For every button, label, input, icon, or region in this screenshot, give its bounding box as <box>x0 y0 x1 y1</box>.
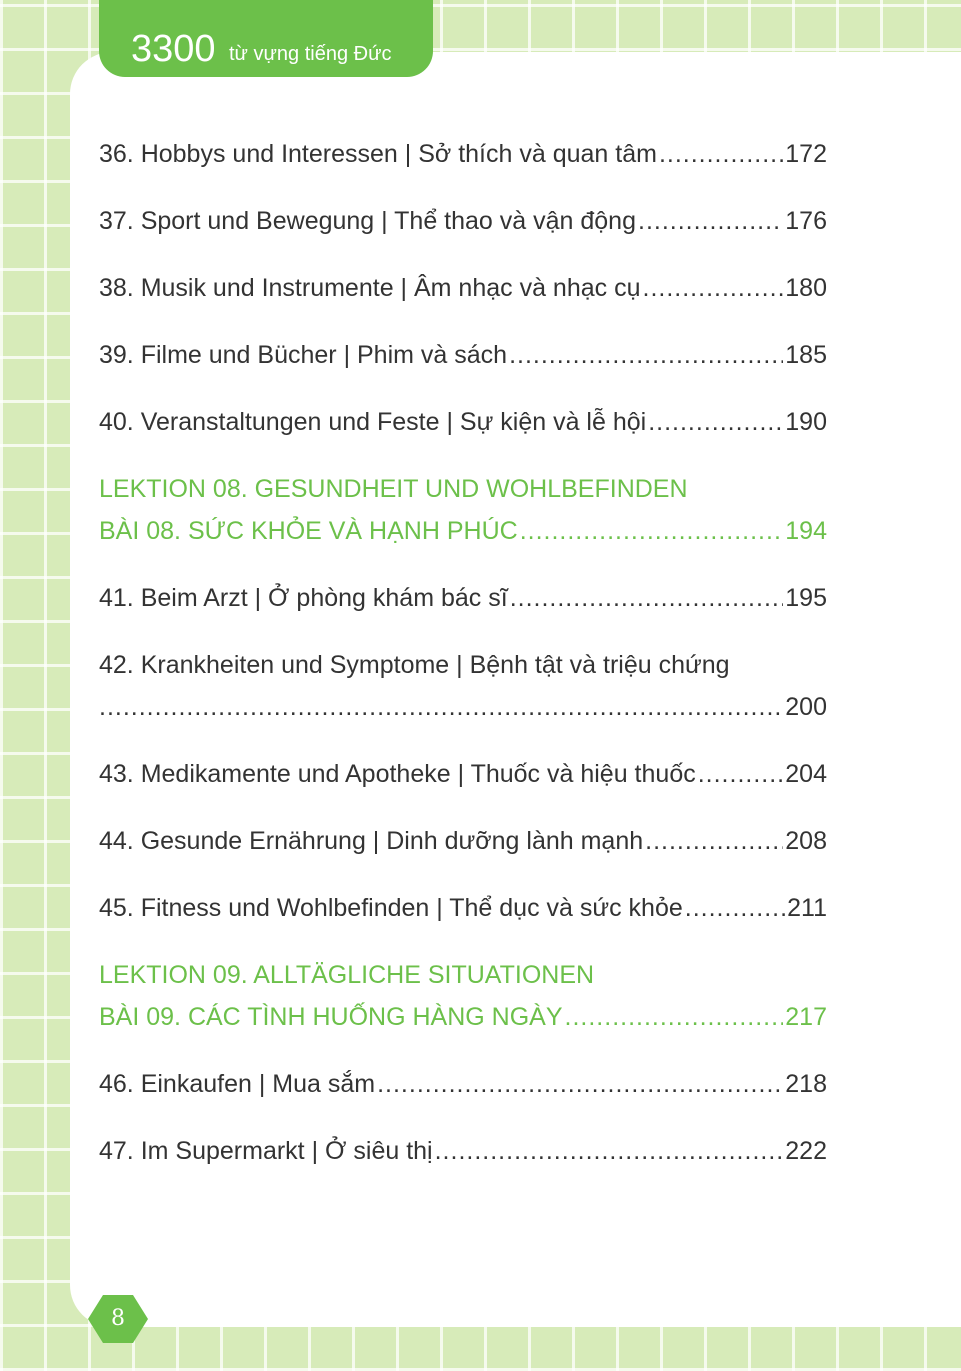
toc-dot-leader <box>99 690 783 724</box>
toc-entry-42-title[interactable]: 42. Krankheiten und Symptome | Bệnh tật và triệu chứng <box>99 651 730 679</box>
toc-dot-leader <box>565 1000 784 1034</box>
header-book-number: 3300 <box>131 28 216 70</box>
toc-entry-title: 43. Medikamente und Apotheke | Thuốc và hiệu thuốc <box>99 760 696 788</box>
toc-entry-page: 204 <box>785 760 827 788</box>
toc-entry-page: 176 <box>785 207 827 235</box>
lesson-page: 217 <box>785 1003 827 1031</box>
toc-entry-title: 41. Beim Arzt | Ở phòng khám bác sĩ <box>99 584 508 612</box>
lesson-08-title-de: LEKTION 08. GESUNDHEIT UND WOHLBEFINDEN <box>99 475 688 503</box>
header-book-subtitle: từ vựng tiếng Đức <box>229 43 392 65</box>
toc-entry-title: 39. Filme und Bücher | Phim và sách <box>99 341 508 369</box>
toc-dot-leader <box>645 824 783 858</box>
toc-entry-page: 185 <box>785 341 827 369</box>
toc-entry-page: 208 <box>785 827 827 855</box>
lesson-09-title-de: LEKTION 09. ALLTÄGLICHE SITUATIONEN <box>99 961 595 989</box>
toc-entry-title: 36. Hobbys und Interessen | Sở thích và quan tâm <box>99 140 657 168</box>
toc-entry-47[interactable] <box>99 1134 827 1168</box>
toc-entry-page: 218 <box>785 1070 827 1098</box>
toc-entry-page: 211 <box>787 894 827 922</box>
toc-entry-40[interactable] <box>99 405 827 439</box>
toc-entry-43[interactable] <box>99 757 827 791</box>
toc-dot-leader <box>643 271 784 305</box>
lesson-title-vi: BÀI 08. SỨC KHỎE VÀ HẠNH PHÚC <box>99 517 518 545</box>
lesson-08-entry[interactable] <box>99 514 827 548</box>
toc-entry-38[interactable] <box>99 271 827 305</box>
toc-entry-45[interactable] <box>99 891 827 925</box>
toc-entry-title: 47. Im Supermarkt | Ở siêu thị <box>99 1137 433 1165</box>
toc-entry-page: 200 <box>785 693 827 721</box>
toc-dot-leader <box>509 338 783 372</box>
toc-entry-title: 38. Musik und Instrumente | Âm nhạc và nhạc cụ <box>99 274 641 302</box>
toc-dot-leader <box>659 137 783 171</box>
toc-entry-page: 180 <box>785 274 827 302</box>
toc-entry-41[interactable] <box>99 581 827 615</box>
toc-entry-title: 46. Einkaufen | Mua sắm <box>99 1070 376 1098</box>
toc-entry-page: 195 <box>785 584 827 612</box>
toc-dot-leader <box>510 581 784 615</box>
toc-dot-leader <box>685 891 785 925</box>
toc-dot-leader <box>377 1067 783 1101</box>
toc-entry-page: 172 <box>785 140 827 168</box>
toc-entry-37[interactable] <box>99 204 827 238</box>
lesson-09-entry[interactable] <box>99 1000 827 1034</box>
page-number: 8 <box>111 1306 125 1331</box>
toc-entry-title: 37. Sport und Bewegung | Thể thao và vận động <box>99 207 636 235</box>
toc-dot-leader <box>435 1134 784 1168</box>
toc-dot-leader <box>648 405 783 439</box>
toc-entry-44[interactable] <box>99 824 827 858</box>
toc-dot-leader <box>638 204 783 238</box>
lesson-page: 194 <box>785 517 827 545</box>
toc-entry-42[interactable] <box>99 690 827 724</box>
toc-entry-title: 40. Veranstaltungen und Feste | Sự kiện và lễ hội <box>99 408 647 436</box>
toc-dot-leader <box>698 757 784 791</box>
toc-entry-page: 222 <box>785 1137 827 1165</box>
toc-entry-36[interactable] <box>99 137 827 171</box>
toc-dot-leader <box>520 514 784 548</box>
toc-entry-page: 190 <box>785 408 827 436</box>
toc-entry-46[interactable] <box>99 1067 827 1101</box>
toc-entry-title: 44. Gesunde Ernährung | Dinh dưỡng lành mạnh <box>99 827 644 855</box>
toc-entry-39[interactable] <box>99 338 827 372</box>
toc-entry-title: 45. Fitness und Wohlbefinden | Thể dục và sức khỏe <box>99 894 683 922</box>
lesson-title-vi: BÀI 09. CÁC TÌNH HUỐNG HÀNG NGÀY <box>99 1003 563 1031</box>
